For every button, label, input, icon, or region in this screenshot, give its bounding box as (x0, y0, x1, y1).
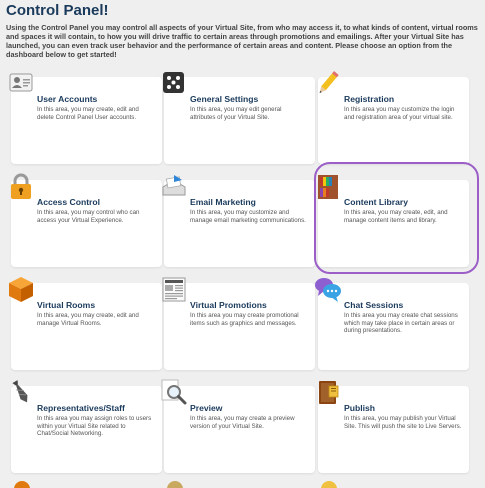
user-card-icon (7, 69, 35, 97)
card-description: In this area, you may create a preview version of your Virtual Site. (190, 415, 295, 430)
card-description: In this area, you may create, edit, and manage content items and library. (344, 209, 448, 224)
card-title: Content Library (344, 197, 408, 207)
card-description: In this area, you may customize and manage email marketing communications. (190, 209, 306, 224)
card-representatives-staff[interactable] (11, 386, 162, 473)
card-title: Registration (344, 94, 395, 104)
card-title: User Accounts (37, 94, 98, 104)
card-title: Virtual Promotions (190, 300, 267, 310)
padlock-icon (7, 172, 35, 200)
email-tray-icon (160, 172, 188, 200)
card-description: In this area you may assign roles to users within your Virtual Site related to Chat/Social Networking. (37, 415, 152, 438)
card-chat-sessions[interactable] (318, 283, 469, 370)
card-description: In this area, you may create, edit and manage Virtual Rooms. (37, 312, 139, 327)
pencil-icon (314, 69, 342, 97)
card-publish[interactable] (318, 386, 469, 473)
card-virtual-promotions[interactable] (164, 283, 315, 370)
page-title: Control Panel! (6, 2, 109, 19)
bookshelf-icon (314, 172, 342, 200)
intro-text: Using the Control Panel you may control all aspects of your Virtual Site, from who may access it, to what kinds of content, virtual rooms and spaces it will contain, to how you will drive traffic to certain areas through promotions and emailings. After your Virtual Site has launched, you can even track user behavior and the performance of certain areas and content. Please choose an option from the dashboard below to get started! (6, 23, 478, 59)
card-user-accounts[interactable] (11, 77, 162, 164)
card-description: In this area, you may create, edit and delete Control Panel User accounts. (37, 106, 139, 121)
card-email-marketing[interactable] (164, 180, 315, 267)
magnifier-icon (160, 378, 188, 406)
partial-icon-middle (167, 481, 183, 488)
partial-icon-left (14, 481, 30, 488)
book-publish-icon (314, 378, 342, 406)
card-description: In this area, you may edit general attributes of your Virtual Site. (190, 106, 282, 121)
cube-icon (7, 275, 35, 303)
card-access-control[interactable] (11, 180, 162, 267)
card-virtual-rooms[interactable] (11, 283, 162, 370)
partial-icon-right (321, 481, 337, 488)
card-title: Chat Sessions (344, 300, 404, 310)
card-description: In this area, you may control who can access your Virtual Experience. (37, 209, 140, 224)
card-general-settings[interactable] (164, 77, 315, 164)
card-description: In this area you may customize the login and registration area of your virtual site. (344, 106, 455, 121)
card-title: Email Marketing (190, 197, 256, 207)
card-title: Representatives/Staff (37, 403, 125, 413)
card-content-library[interactable] (318, 180, 469, 267)
card-description: In this area, you may publish your Virtual Site. This will push the site to Live Servers. (344, 415, 462, 430)
newspaper-icon (160, 275, 188, 303)
card-description: In this area you may create promotional items such as graphics and messages. (190, 312, 299, 327)
card-title: Preview (190, 403, 223, 413)
card-title: Virtual Rooms (37, 300, 96, 310)
card-title: Publish (344, 403, 376, 413)
card-title: General Settings (190, 94, 259, 104)
necktie-icon (7, 378, 35, 406)
chat-bubbles-icon (314, 275, 342, 303)
card-title: Access Control (37, 197, 101, 207)
dice-icon (160, 69, 188, 97)
card-registration[interactable] (318, 77, 469, 164)
card-description: In this area you may create chat sessions which may take place in certain areas or during presentations. (344, 312, 458, 335)
card-preview[interactable] (164, 386, 315, 473)
